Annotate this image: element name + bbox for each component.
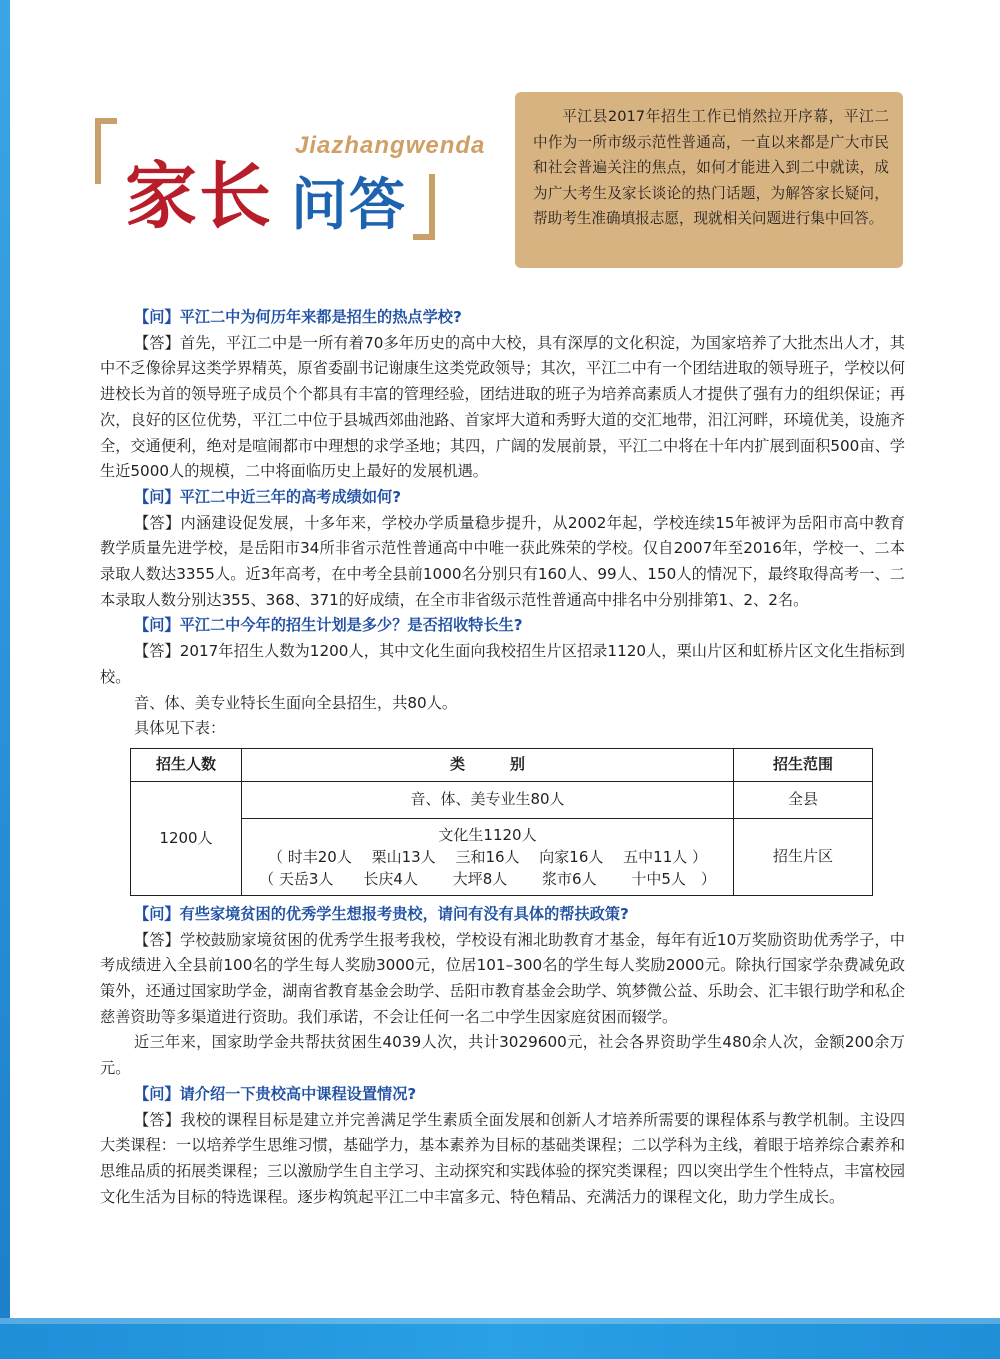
answer-3: 【答】2017年招生人数为1200人，其中文化生面向我校招生片区招录1120人，栗山片区和虹桥片区文化生指标到校。 bbox=[100, 642, 905, 686]
table-row2-line1: （ 时丰20人 栗山13人 三和16人 向家16人 五中11人 ） bbox=[267, 847, 708, 866]
qa-content bbox=[100, 305, 905, 1210]
answer-3-extra-1: 音、体、美专业特长生面向全县招生，共80人。 bbox=[134, 693, 458, 712]
table-row1-category: 音、体、美专业生80人 bbox=[242, 781, 734, 818]
answer-4: 【答】学校鼓励家境贫困的优秀学生报考我校，学校设有湘北助教育才基金，每年有近10万奖励资助优秀学子，中考成绩进入全县前100名的学生每人奖励3000元，位居101–300名的学生每人奖励2000元。除执行国家学杂费减免政策外，还通过国家助学金，湖南省教育基金会助学、岳阳市教育基金会助学、筑梦微公益、乐助会、汇丰银行助学和私企慈善资助等多渠道进行资助。我们承诺，不会让任何一名二中学生因家庭贫困而辍学。 bbox=[100, 930, 905, 1026]
enrollment-table bbox=[130, 748, 873, 896]
title-bracket-left bbox=[95, 118, 117, 184]
table-header-scope: 招生范围 bbox=[734, 748, 873, 781]
title-bracket-right bbox=[413, 174, 435, 240]
answer-5: 【答】我校的课程目标是建立并完善满足学生素质全面发展和创新人才培养所需要的课程体系与教学机制。主设四大类课程：一以培养学生思维习惯，基础学力，基本素养为目标的基础类课程；二以学科为主线，着眼于培养综合素养和思维品质的拓展类课程；三以激励学生自主学习、主动探究和实践体验的探究类课程；四以突出学生个性特点，丰富校园文化生活为目标的特选课程。逐步构筑起平江二中丰富多元、特色精品、充满活力的课程文化，助力学生成长。 bbox=[100, 1110, 905, 1206]
title-blue-text: 问答 bbox=[291, 172, 407, 238]
bottom-accent-bar bbox=[0, 1318, 1000, 1359]
table-row2-line2: （ 天岳3人 长庆4人 大坪8人 浆市6人 十中5人 ） bbox=[259, 869, 716, 888]
answer-3-extra-2: 具体见下表： bbox=[134, 719, 226, 738]
question-3: 【问】平江二中今年的招生计划是多少？是否招收特长生? bbox=[134, 616, 523, 635]
table-row1-scope: 全县 bbox=[734, 781, 873, 818]
table-total: 1200人 bbox=[131, 781, 242, 895]
question-5: 【问】请介绍一下贵校高中课程设置情况? bbox=[134, 1084, 417, 1103]
title-pinyin: Jiazhangwenda bbox=[295, 132, 486, 159]
answer-2: 【答】内涵建设促发展，十多年来，学校办学质量稳步提升，从2002年起，学校连续15年被评为岳阳市高中教育教学质量先进学校，是岳阳市34所非省示范性普通高中中唯一获此殊荣的学校。仅自2007年至2016年，学校一、二本录取人数达3355人。近3年高考，在中考全县前1000名分别只有160人、99人、150人的情况下，最终取得高考一、二本录取人数分别达355、368、371的好成绩，在全市非省级示范性普通高中排名中分别排第1、2、2名。 bbox=[100, 513, 905, 609]
question-1: 【问】平江二中为何历年来都是招生的热点学校? bbox=[134, 308, 462, 326]
left-accent-stripe bbox=[0, 0, 10, 1359]
intro-box: 平江县2017年招生工作已悄然拉开序幕，平江二中作为一所市级示范性普通高，一直以来都是广大市民和社会普遍关注的焦点，如何才能进入到二中就读，成为广大考生及家长谈论的热门话题，为解答家长疑问，帮助考生准确填报志愿，现就相关问题进行集中回答。 bbox=[515, 92, 903, 268]
question-2: 【问】平江二中近三年的高考成绩如何? bbox=[134, 487, 401, 506]
answer-1: 【答】首先，平江二中是一所有着70多年历史的高中大校，具有深厚的文化积淀，为国家培养了大批杰出人才，其中不乏像徐昇这类学界精英，原省委副书记谢康生这类党政领导；其次，平江二中有一个团结进取的领导班子，学校以何进校长为首的领导班子成员个个都具有丰富的管理经验，团结进取的班子为培养高素质人才提供了强有力的组织保证；再次，良好的区位优势，平江二中位于县城西郊曲池路、首家坪大道和秀野大道的交汇地带，汨江河畔，环境优美，设施齐全，交通便利，绝对是喧闹都市中理想的求学圣地；其四，广阔的发展前景，平江二中将在十年内扩展到面积500亩、学生近5000人的规模，二中将面临历史上最好的发展机遇。 bbox=[100, 333, 905, 481]
title-red-text: 家长 bbox=[125, 153, 274, 238]
table-row2-category bbox=[242, 818, 734, 895]
table-header-count: 招生人数 bbox=[131, 748, 242, 781]
table-row2-scope: 招生片区 bbox=[734, 818, 873, 895]
table-header-category: 类 别 bbox=[242, 748, 734, 781]
question-4: 【问】有些家境贫困的优秀学生想报考贵校，请问有没有具体的帮扶政策? bbox=[134, 904, 629, 923]
section-title bbox=[95, 118, 495, 248]
answer-4-extra-1: 近三年来，国家助学金共帮扶贫困生4039人次，共计3029600元，社会各界资助学生480余人次，金额200余万元。 bbox=[100, 1033, 905, 1078]
bottom-bar-shine bbox=[0, 1318, 1000, 1324]
table-row2-title: 文化生1120人 bbox=[438, 825, 537, 844]
